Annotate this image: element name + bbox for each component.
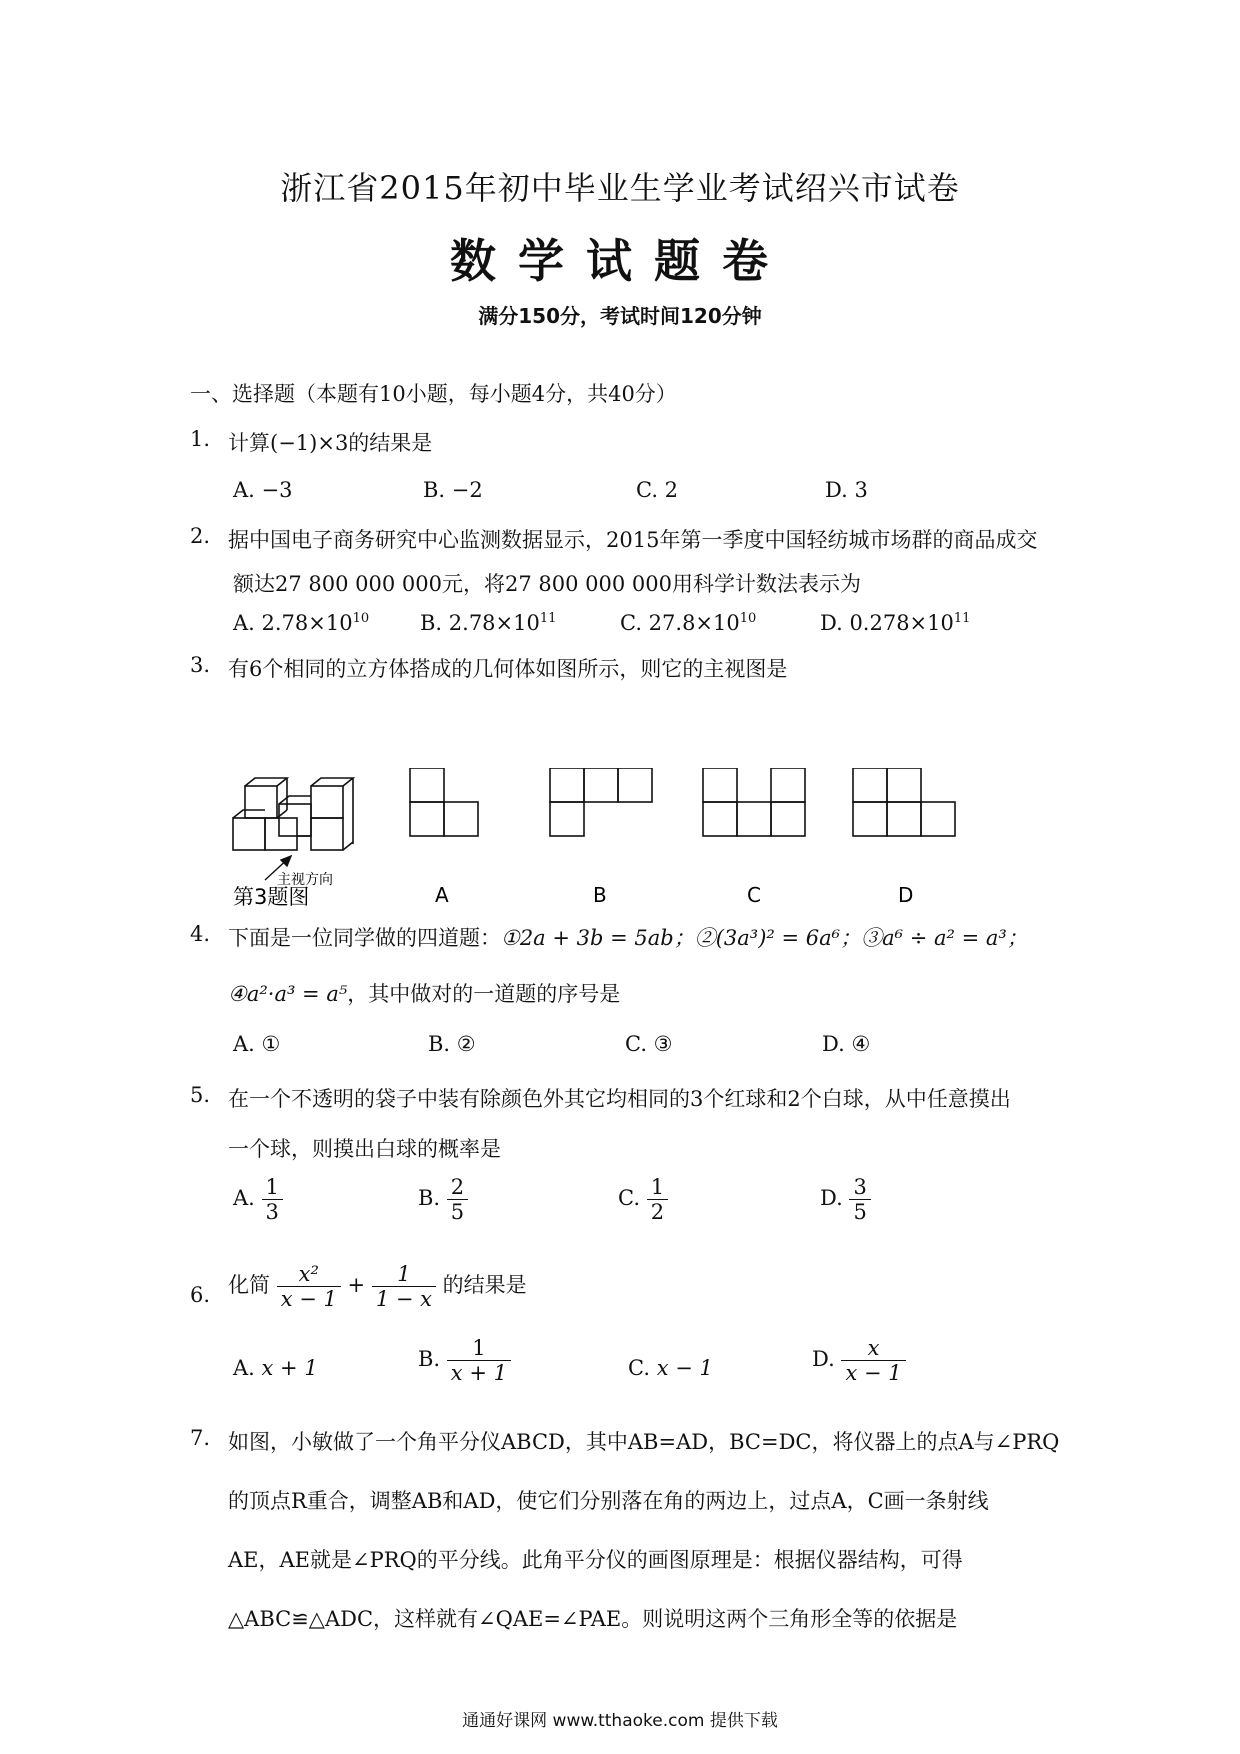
q6-number: 6. xyxy=(190,1283,211,1307)
q7-line2: 的顶点R重合，调整AB和AD，使它们分别落在角的两边上，过点A，C画一条射线 xyxy=(228,1489,989,1513)
q6-option-b: B. $\frac{1}{x + 1}$ xyxy=(418,1336,511,1385)
option-a-view xyxy=(410,768,478,836)
q1-number: 1. xyxy=(190,427,211,451)
option-c-view xyxy=(703,768,805,836)
q7-line3: AE，AE就是∠PRQ的平分线。此角平分仪的画图原理是：根据仪器结构，可得 xyxy=(228,1548,963,1572)
figure-caption: 第3题图 xyxy=(233,885,310,908)
q1-stem: 计算(−1)×3的结果是 xyxy=(228,431,433,455)
q2-option-b: B. $2.78\times 10^{11}$ xyxy=(420,611,557,635)
q4-line1: 下面是一位同学做的四道题：①2a + 3b = 5ab；②(3a³)² = 6a⁶；③a⁶ ÷ a² = a³； xyxy=(228,926,1028,950)
q6-option-a: A. x + 1 xyxy=(233,1356,318,1380)
q5-option-a: A. $\frac{1}{3}$ xyxy=(233,1175,283,1224)
cube-solid-figure xyxy=(233,778,353,850)
q7-line4: △ABC≌△ADC，这样就有∠QAE=∠PAE。则说明这两个三角形全等的依据是 xyxy=(228,1607,958,1631)
option-d-label: D xyxy=(898,883,914,907)
q3-figures xyxy=(225,768,985,908)
q2-line1: 据中国电子商务研究中心监测数据显示，2015年第一季度中国轻纺城市场群的商品成交 xyxy=(228,528,1038,552)
exam-subtitle: 数学试题卷 xyxy=(450,234,790,288)
q3-stem: 有6个相同的立方体搭成的几何体如图所示，则它的主视图是 xyxy=(228,657,788,681)
q5-line2: 一个球，则摸出白球的概率是 xyxy=(228,1137,501,1161)
q5-number: 5. xyxy=(190,1083,211,1107)
section-heading: 一、选择题（本题有10小题，每小题4分，共40分） xyxy=(190,382,677,406)
q3-number: 3. xyxy=(190,653,211,677)
q2-option-c: C. $27.8\times 10^{10}$ xyxy=(620,611,757,635)
direction-label: 主视方向 xyxy=(277,872,333,888)
q6-option-c: C. x − 1 xyxy=(628,1356,713,1380)
q4-option-c: C. ③ xyxy=(625,1032,673,1056)
q2-line2: 额达27 800 000 000元，将27 800 000 000用科学计数法表示为 xyxy=(233,572,861,596)
q2-number: 2. xyxy=(190,524,211,548)
q6-option-d: D. $\frac{x}{x - 1}$ xyxy=(812,1336,906,1385)
page-footer: 通通好课网 www.tthaoke.com 提供下载 xyxy=(462,1711,778,1731)
q2-option-d: D. $0.278\times 10^{11}$ xyxy=(820,611,971,635)
q5-option-b: B. $\frac{2}{5}$ xyxy=(418,1175,468,1224)
option-b-label: B xyxy=(593,883,607,907)
q5-option-d: D. $\frac{3}{5}$ xyxy=(820,1175,871,1224)
exam-title: 浙江省2015年初中毕业生学业考试绍兴市试卷 xyxy=(280,169,960,207)
option-c-label: C xyxy=(747,883,761,907)
q4-number: 4. xyxy=(190,922,211,946)
exam-meta: 满分150分，考试时间120分钟 xyxy=(478,304,762,328)
q2-option-a: A. $2.78\times 10^{10}$ xyxy=(233,611,370,635)
q1-option-d: D. 3 xyxy=(825,478,868,502)
q7-number: 7. xyxy=(190,1426,211,1450)
q5-option-c: C. $\frac{1}{2}$ xyxy=(618,1175,668,1224)
q4-line2: ④a²·a³ = a⁵，其中做对的一道题的序号是 xyxy=(228,982,621,1006)
q4-option-a: A. ① xyxy=(233,1032,281,1056)
q7-line1: 如图，小敏做了一个角平分仪ABCD，其中AB=AD，BC=DC，将仪器上的点A与∠PRQ xyxy=(228,1430,1060,1454)
q1-option-a: A. −3 xyxy=(233,478,293,502)
option-d-view xyxy=(853,768,955,836)
q4-option-b: B. ② xyxy=(428,1032,476,1056)
q4-option-d: D. ④ xyxy=(822,1032,871,1056)
q6-stem: 化简 $\frac{\text{x²}}{x - 1}$ + $\frac{1}{1 - x}$ 的结果是 xyxy=(228,1262,527,1311)
q1-option-c: C. 2 xyxy=(636,478,679,502)
q1-option-b: B. −2 xyxy=(423,478,483,502)
option-b-view xyxy=(550,768,652,836)
q5-line1: 在一个不透明的袋子中装有除颜色外其它均相同的3个红球和2个白球，从中任意摸出 xyxy=(228,1087,1011,1111)
option-a-label: A xyxy=(435,883,449,907)
